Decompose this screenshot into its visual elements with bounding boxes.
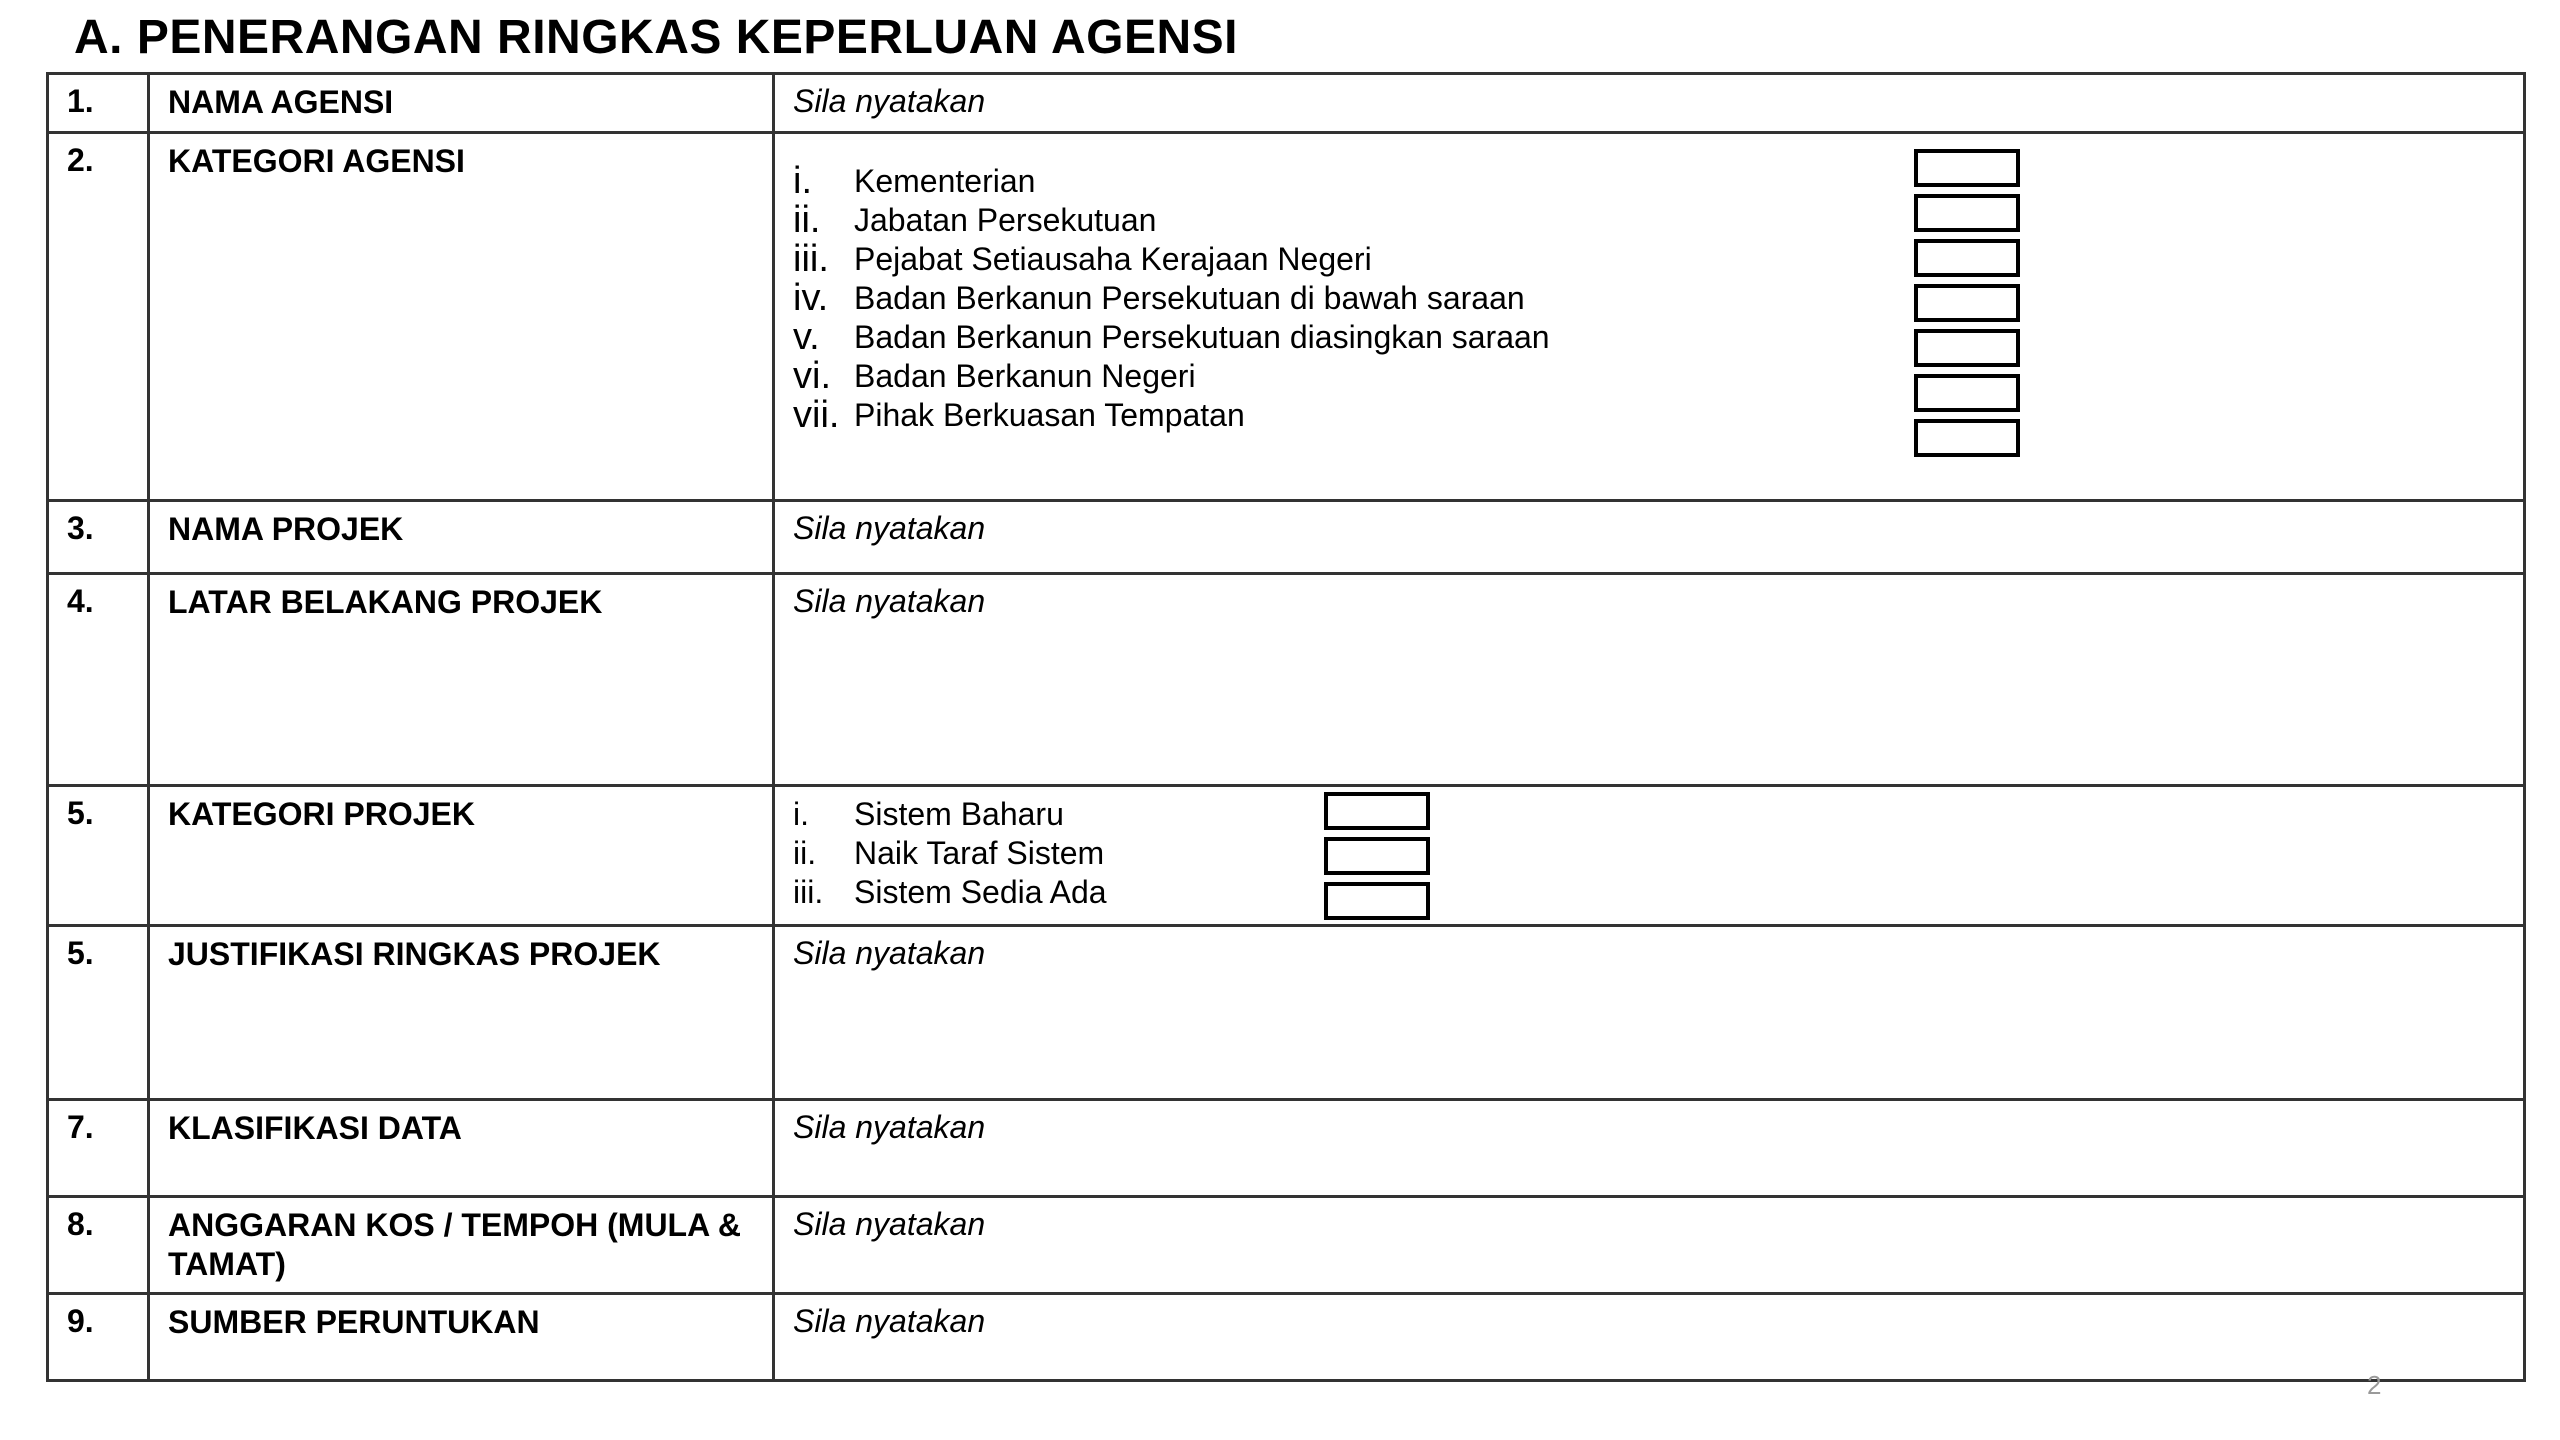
option-numeral: vii. — [793, 394, 840, 436]
project-category-options — [774, 786, 2525, 926]
checkbox-federal-department[interactable] — [1914, 194, 2020, 232]
field-label-project-justification: JUSTIFIKASI RINGKAS PROJEK — [149, 926, 774, 1100]
table-row — [48, 74, 2525, 133]
agency-category-option — [793, 357, 2505, 396]
checkbox-new-system[interactable] — [1324, 792, 1430, 830]
option-label: Jabatan Persekutuan — [854, 202, 1157, 238]
checkbox-local-authority[interactable] — [1914, 419, 2020, 457]
agency-category-option — [793, 279, 2505, 318]
project-background-field[interactable]: Sila nyatakan — [774, 574, 2525, 786]
checkbox-system-upgrade[interactable] — [1324, 837, 1430, 875]
row-number: 5. — [48, 926, 149, 1100]
project-name-field[interactable]: Sila nyatakan — [774, 501, 2525, 574]
table-row — [48, 1100, 2525, 1197]
option-label: Badan Berkanun Negeri — [854, 358, 1196, 394]
option-label: Badan Berkanun Persekutuan diasingkan saraan — [854, 319, 1550, 355]
row-number: 5. — [48, 786, 149, 926]
cost-duration-field[interactable]: Sila nyatakan — [774, 1197, 2525, 1294]
project-justification-field[interactable]: Sila nyatakan — [774, 926, 2525, 1100]
option-numeral: vi. — [793, 355, 831, 397]
checkbox-federal-statutory-body-funded[interactable] — [1914, 284, 2020, 322]
table-row — [48, 1197, 2525, 1294]
checkbox-state-secretary-office[interactable] — [1914, 239, 2020, 277]
agency-category-options — [774, 133, 2525, 501]
option-label: Pihak Berkuasan Tempatan — [854, 397, 1245, 433]
option-label: Sistem Sedia Ada — [854, 874, 1107, 910]
table-row — [48, 574, 2525, 786]
agency-category-option — [793, 201, 2505, 240]
field-label-project-category: KATEGORI PROJEK — [149, 786, 774, 926]
agency-requirements-table — [46, 72, 2526, 1382]
field-label-agency-name: NAMA AGENSI — [149, 74, 774, 133]
agency-category-option — [793, 396, 2505, 435]
project-category-option — [793, 795, 2505, 834]
checkbox-state-statutory-body[interactable] — [1914, 374, 2020, 412]
option-numeral: ii. — [793, 835, 817, 871]
option-numeral: i. — [793, 796, 809, 832]
option-label: Naik Taraf Sistem — [854, 835, 1105, 871]
option-label: Sistem Baharu — [854, 796, 1064, 832]
field-label-funding-source: SUMBER PERUNTUKAN — [149, 1294, 774, 1381]
row-number: 1. — [48, 74, 149, 133]
field-label-cost-duration: ANGGARAN KOS / TEMPOH (MULA & TAMAT) — [149, 1197, 774, 1294]
row-number: 9. — [48, 1294, 149, 1381]
checkbox-existing-system[interactable] — [1324, 882, 1430, 920]
row-number: 4. — [48, 574, 149, 786]
field-label-project-background: LATAR BELAKANG PROJEK — [149, 574, 774, 786]
checkbox-ministry[interactable] — [1914, 149, 2020, 187]
option-label: Kementerian — [854, 163, 1036, 199]
table-row — [48, 1294, 2525, 1381]
agency-name-field[interactable]: Sila nyatakan — [774, 74, 2525, 133]
option-numeral: ii. — [793, 199, 821, 241]
agency-category-option — [793, 240, 2505, 279]
option-numeral: iii. — [793, 238, 829, 280]
field-label-project-name: NAMA PROJEK — [149, 501, 774, 574]
table-row — [48, 501, 2525, 574]
section-title: A. PENERANGAN RINGKAS KEPERLUAN AGENSI — [74, 11, 1238, 64]
row-number: 8. — [48, 1197, 149, 1294]
field-label-agency-category: KATEGORI AGENSI — [149, 133, 774, 501]
funding-source-field[interactable]: Sila nyatakan — [774, 1294, 2525, 1381]
table-row — [48, 133, 2525, 501]
option-label: Badan Berkanun Persekutuan di bawah saraan — [854, 280, 1525, 316]
table-row — [48, 926, 2525, 1100]
option-numeral: i. — [793, 160, 812, 202]
checkbox-federal-statutory-body-separate[interactable] — [1914, 329, 2020, 367]
row-number: 2. — [48, 133, 149, 501]
option-numeral: iv. — [793, 277, 829, 319]
project-category-option — [793, 873, 2505, 912]
agency-category-option — [793, 318, 2505, 357]
option-numeral: v. — [793, 316, 820, 358]
option-label: Pejabat Setiausaha Kerajaan Negeri — [854, 241, 1372, 277]
project-category-option — [793, 834, 2505, 873]
data-classification-field[interactable]: Sila nyatakan — [774, 1100, 2525, 1197]
agency-category-option — [793, 162, 2505, 201]
row-number: 7. — [48, 1100, 149, 1197]
page-number: 2 — [2367, 1370, 2382, 1400]
field-label-data-classification: KLASIFIKASI DATA — [149, 1100, 774, 1197]
row-number: 3. — [48, 501, 149, 574]
option-numeral: iii. — [793, 874, 824, 910]
table-row — [48, 786, 2525, 926]
